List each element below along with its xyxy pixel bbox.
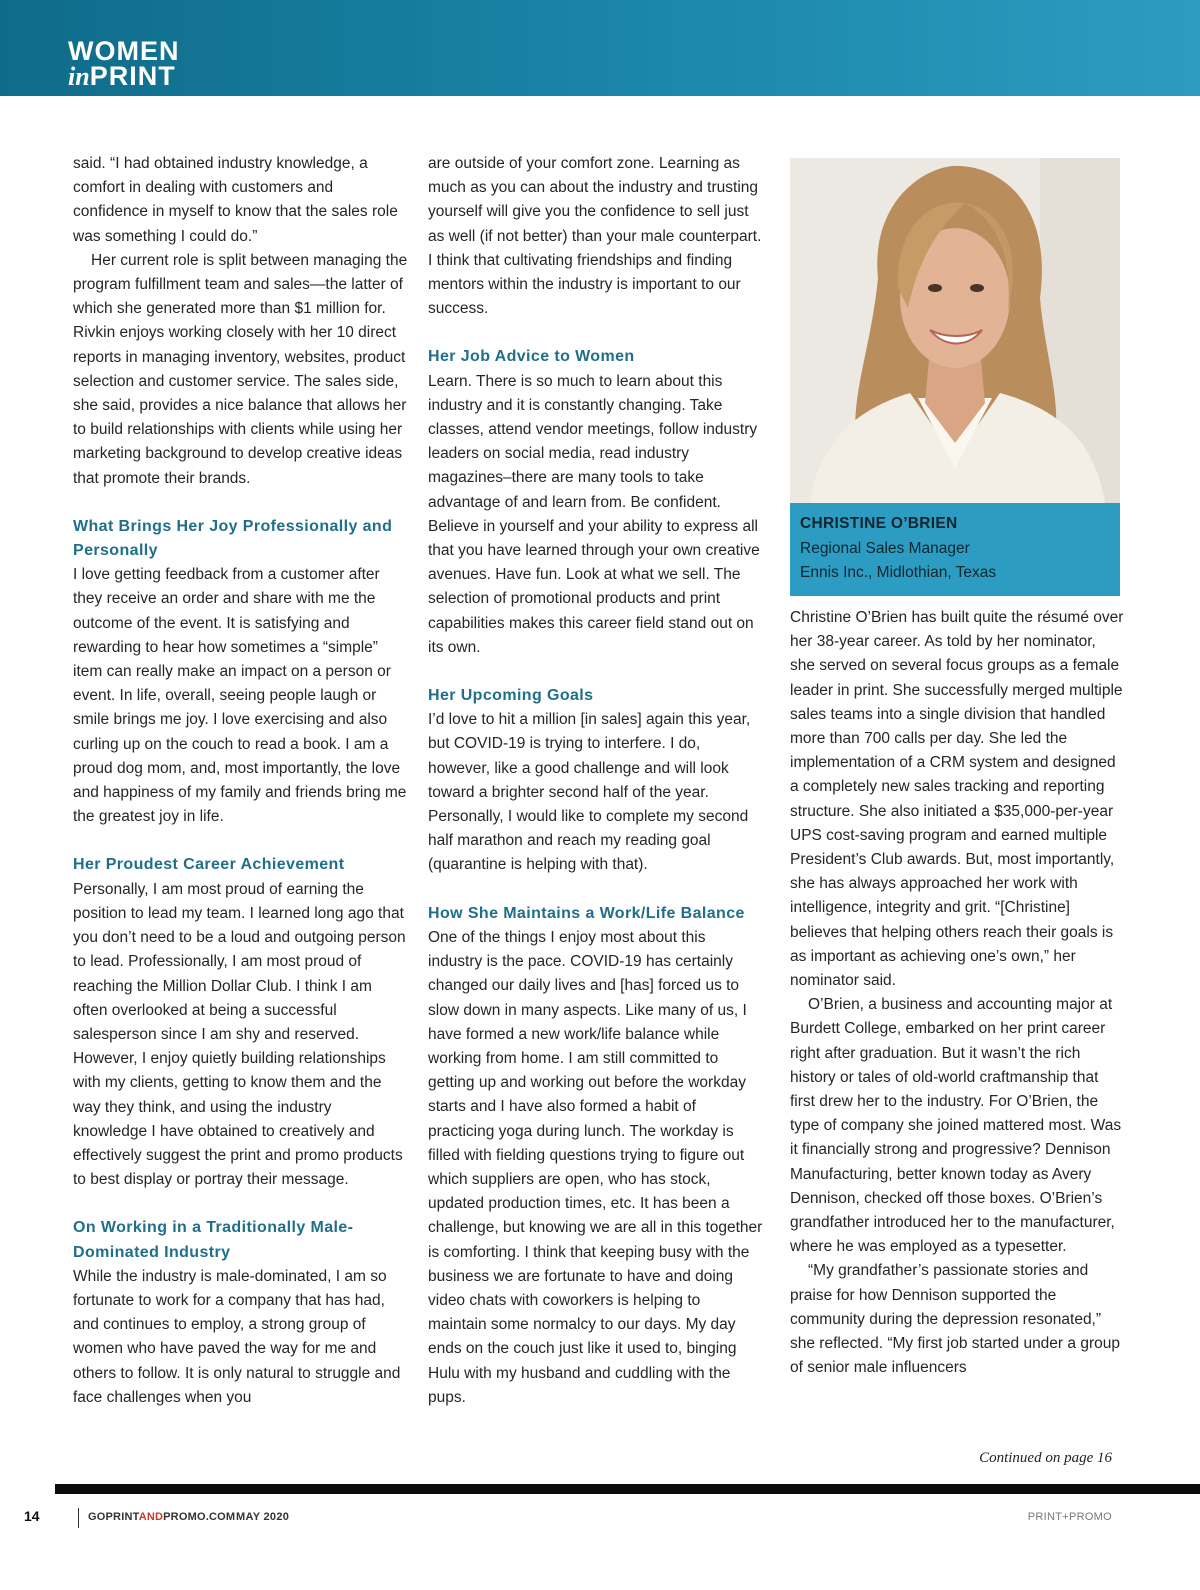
paragraph: “My grandfather’s passionate stories and praise for how Dennison supported the community during the depression resonated,” she reflected. “My first job started under a group of senior male influencers [790,1262,1120,1377]
article-column-1 [73,152,408,1410]
page-footer [0,1508,1200,1530]
section-heading: Her Proudest Career Achievement [73,856,345,874]
section-heading: Her Job Advice to Women [428,348,635,366]
magazine-brand: PRINT+PROMO [1027,1511,1112,1523]
issue-date: MAY 2020 [236,1511,290,1523]
profile-company: Ennis Inc., Midlothian, Texas [800,564,997,581]
paragraph: are outside of your comfort zone. Learning as much as you can about the industry and trusting yourself will give you the confidence to sell just as well (if not better) than your male counterpart. I think that cultivating friendships and finding mentors within the industry is important to our success. [428,155,762,318]
section-heading: How She Maintains a Work/Life Balance [428,904,745,922]
website-link[interactable] [88,1511,235,1523]
paragraph: I’d love to hit a million [in sales] again this year, but COVID-19 is trying to interfere. I do, however, like a good challenge and will look toward a brighter second half of the year. Personally, I would like to complete my second half marathon and reach my reading goal (quarantine is helping with that). [428,711,751,874]
paragraph: I love getting feedback from a customer after they receive an order and share with me the outcome of the event. It is satisfying and rewarding to hear how sometimes a “simple” item can really make an impact on a person or event. In life, overall, seeing people laugh or smile brings me joy. I love exercising and also curling up on the couch to read a book. I am a proud dog mom, and, most importantly, the love and happiness of my family and friends bring me the greatest joy in life. [73,566,407,826]
logo-print: PRINT [89,61,176,91]
article-column-2 [428,152,763,1410]
profile-caption [790,503,1120,596]
continued-note: Continued on page 16 [979,1450,1112,1466]
section-heading: Her Upcoming Goals [428,687,594,705]
profile-name: CHRISTINE O’BRIEN [800,515,958,532]
site-part: PROMO.COM [163,1511,236,1523]
paragraph: While the industry is male-dominated, I am so fortunate to work for a company that has had, and continues to employ, a strong group of women who have paved the way for me and others to follow. It is only natural to struggle and face challenges when you [73,1267,401,1406]
page-number: 14 [24,1508,40,1524]
footer-divider [78,1508,79,1528]
article-column-3 [790,606,1125,1381]
footer-rule [55,1484,1200,1494]
paragraph: O’Brien, a business and accounting major at Burdett College, embarked on her print career right after graduation. But it wasn’t the rich history or tales of old-world craftmanship that first drew her to the industry. For O’Brien, the type of company she joined mattered most. Was it financially strong and progressive? Dennison Manufacturing, better known today as Avery Dennison, checked off those boxes. O’Brien’s grandfather introduced her to the manufacturer, where he was employed as a typesetter. [790,996,1122,1256]
paragraph: Christine O’Brien has built quite the résumé over her 38-year career. As told by her nominator, she served on several focus groups as a female leader in print. She successfully merged multiple sales teams into a single division that handled more than 700 calls per day. She led the implementation of a CRM system and designed a completely new sales tracking and reporting structure. She also initiated a $35,000-per-year UPS cost-saving program and earned multiple President’s Club awards. But, most importantly, she has always approached her work with intelligence, integrity and grit. “[Christine] believes that helping others reach their goals is as important as achieving one’s own,” her nominator said. [790,609,1124,990]
paragraph: One of the things I enjoy most about this industry is the pace. COVID-19 has certainly changed our daily lives and [has] forced us to slow down in many aspects. Like many of us, I have formed a new work/life balance while working from home. I am still committed to getting up and working out before the workday starts and I have also formed a habit of practicing yoga during lunch. The workday is filled with fielding questions trying to figure out which suppliers are open, who has stock, updated production times, etc. It has been a challenge, but knowing we are all in this together is comforting. I think that keeping busy with the business we are fortunate to have and doing video chats with coworkers is helping to maintain some normalcy to our days. My day ends on the couch just like it used to, binging Hulu with my husband and cuddling with the pups. [428,928,763,1406]
paragraph: said. “I had obtained industry knowledge, a comfort in dealing with customers and confidence in myself to know that the sales role was something I could do.” [73,155,398,245]
paragraph: Personally, I am most proud of earning the position to lead my team. I learned long ago that you don’t need to be a loud and outgoing person to lead. Professionally, I am most proud of reaching the Million Dollar Club. I think I am often overlooked at being a successful salesperson since I am shy and reserved. However, I enjoy quietly building relationships with my clients, getting to know them and the way they think, and using the industry knowledge I have obtained to creatively and effectively suggest the print and promo products to best display or portray their message. [73,880,406,1189]
site-part: GOPRINT [88,1511,139,1523]
profile-photo [790,158,1120,503]
logo-women: WOMEN [68,36,180,66]
portrait-illustration [790,158,1120,503]
section-heading: What Brings Her Joy Professionally and Personally [73,517,393,560]
paragraph: Learn. There is so much to learn about this industry and it is constantly changing. Take classes, attend vendor meetings, follow industry leaders on social media, read industry magazines–there are many tools to take advantage of and learn from. Be confident. Believe in yourself and your ability to express all that you have learned through your own creative avenues. Have fun. Look at what we sell. The selection of promotional products and print capabilities makes this career field stand out on its own. [428,372,760,656]
profile-title: Regional Sales Manager [800,539,970,557]
women-in-print-logo [68,38,179,93]
paragraph: Her current role is split between managing the program fulfillment team and sales—the latter of which she generated more than $1 million for. Rivkin enjoys working closely with her 10 direct reports in managing inventory, websites, product selection and customer service. The sales side, she said, provides a nice balance that allows her to build relationships with clients while using her marketing background to develop creative ideas that promote their brands. [73,251,408,487]
section-heading: On Working in a Traditionally Male-Dominated Industry [73,1219,354,1261]
logo-in: in [68,62,90,91]
header-banner [0,0,1200,96]
site-part-and: AND [138,1511,164,1523]
